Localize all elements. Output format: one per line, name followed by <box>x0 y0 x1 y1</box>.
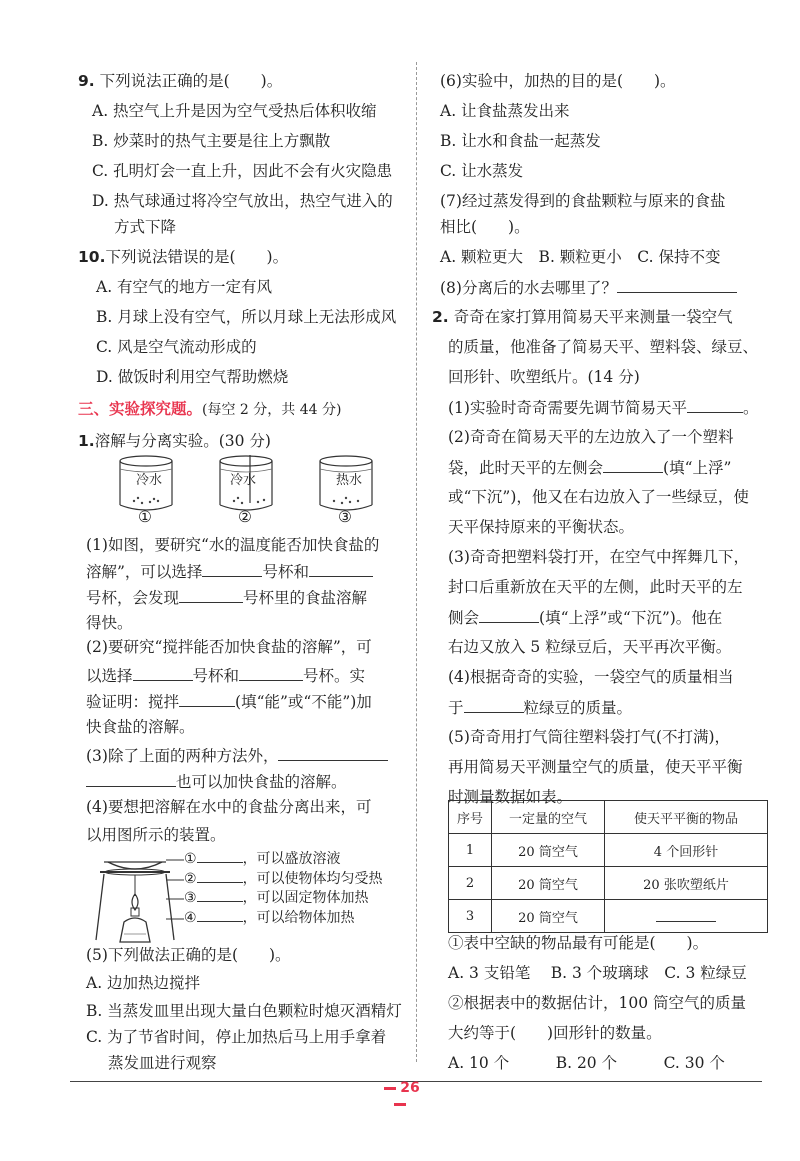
table-header-row <box>449 801 768 834</box>
q9-option-a: A. 热空气上升是因为空气受热后体积收缩 <box>92 102 377 120</box>
q10-option-b: B. 月球上没有空气，所以月球上无法形成风 <box>96 308 397 326</box>
answer-blank[interactable] <box>197 907 243 922</box>
answer-blank[interactable] <box>687 396 743 413</box>
exp1-p2-line4: 快食盐的溶解。 <box>86 718 195 736</box>
table-cell: 20 筒空气 <box>492 867 605 900</box>
exp2-p3-line4: 右边又放入 5 粒绿豆后，天平再次平衡。 <box>448 638 732 656</box>
page-number <box>372 1080 428 1112</box>
q10-option-a: A. 有空气的地方一定有风 <box>96 278 273 296</box>
apparatus-label-3: ③ ，可以固定物体加热 <box>184 887 369 908</box>
exp1-p3-line1: (3)除了上面的两种方法外， <box>86 744 388 767</box>
answer-blank[interactable] <box>133 664 193 681</box>
apparatus-label-4: ④ ，可以给物体加热 <box>184 907 355 928</box>
q10-option-d: D. 做饭时利用空气帮助燃烧 <box>96 368 289 386</box>
exp2-sub2-line1: ②根据表中的数据估计，100 筒空气的质量 <box>448 994 747 1012</box>
exp2-sub2-line2: 大约等于( )回形针的数量。 <box>448 1024 662 1042</box>
q9-option-b: B. 炒菜时的热气主要是往上方飘散 <box>92 132 331 150</box>
table-header: 使天平平衡的物品 <box>605 801 768 834</box>
beaker-1-mark: ① <box>138 508 152 526</box>
exp2-sub2-options: A. 10 个 B. 20 个 C. 30 个 <box>448 1054 725 1072</box>
alcohol-lamp <box>120 918 150 942</box>
exp1-p4-line2: 以用图所示的装置。 <box>86 826 226 844</box>
q10-option-c: C. 风是空气流动形成的 <box>96 338 257 356</box>
beaker-2-mark: ② <box>238 508 252 526</box>
q10-stem: 10.下列说法错误的是( )。 <box>78 248 289 266</box>
q9-option-d-cont: 方式下降 <box>114 218 177 236</box>
table-cell: 4 个回形针 <box>605 834 768 867</box>
exp2-line3: 回形针、吹塑纸片。(14 分) <box>448 368 640 386</box>
beaker-3-label: 热水 <box>336 473 363 488</box>
exp1-p2-line1: (2)要研究“搅拌能否加快食盐的溶解”，可 <box>86 638 372 656</box>
exp1-p7-line2: 相比( )。 <box>440 218 530 236</box>
exp2-sub1-stem: ①表中空缺的物品最有可能是( )。 <box>448 934 709 952</box>
exp1-p7-options: A. 颗粒更大 B. 颗粒更小 C. 保持不变 <box>440 248 721 266</box>
exp2-p5-line3: 时测量数据如表。 <box>448 788 573 806</box>
table-cell: 1 <box>449 834 492 867</box>
table-cell: 3 <box>449 900 492 933</box>
page-number-text: 26 <box>400 1080 420 1096</box>
answer-blank[interactable] <box>86 770 176 787</box>
exp2-line1: 2. 奇奇在家打算用简易天平来测量一袋空气 <box>432 308 733 326</box>
exp1-p1-line4: 得快。 <box>86 614 133 632</box>
section3-heading: 三、实验探究题。(每空 2 分，共 44 分) <box>78 400 342 418</box>
answer-blank[interactable] <box>239 664 303 681</box>
exp1-p1-line1: (1)如图，要研究“水的温度能否加快食盐的 <box>86 536 380 554</box>
exp1-title: 1.溶解与分离实验。(30 分) <box>78 432 271 450</box>
exp1-p6-option-a: A. 让食盐蒸发出来 <box>440 102 570 120</box>
tripod-leg <box>96 874 104 940</box>
q9-option-c: C. 孔明灯会一直上升，因此不会有火灾隐患 <box>92 162 393 180</box>
table-cell: 20 筒空气 <box>492 900 605 933</box>
answer-blank[interactable] <box>179 586 243 603</box>
table-row <box>449 900 768 933</box>
exp2-p4-line1: (4)根据奇奇的实验，一袋空气的质量相当 <box>448 668 734 686</box>
dash-decor <box>384 1087 396 1090</box>
exp1-p5-option-c: C. 为了节省时间，停止加热后马上用手拿着 <box>86 1028 387 1046</box>
table-cell <box>605 900 768 933</box>
exp2-p2-line3: 或“下沉”)，他又在右边放入了一些绿豆，使 <box>448 488 749 506</box>
exp1-p6-stem: (6)实验中，加热的目的是( )。 <box>440 72 676 90</box>
exp1-p5-stem: (5)下列做法正确的是( )。 <box>86 946 291 964</box>
exp1-p2-line3: 验证明：搅拌 (填“能”或“不能”)加 <box>86 690 372 713</box>
table-cell: 20 张吹塑纸片 <box>605 867 768 900</box>
q9-option-d: D. 热气球通过将冷空气放出，热空气进入的 <box>92 192 393 210</box>
exp2-p1: (1)实验时奇奇需要先调节简易天平 。 <box>448 396 758 419</box>
table-row <box>449 834 768 867</box>
answer-blank[interactable] <box>603 456 663 473</box>
exp1-p4-line1: (4)要想把溶解在水中的食盐分离出来，可 <box>86 798 372 816</box>
balance-data-table <box>448 800 768 933</box>
exp1-p6-option-c: C. 让水蒸发 <box>440 162 524 180</box>
answer-blank[interactable] <box>309 560 373 577</box>
answer-blank[interactable] <box>197 887 243 902</box>
exp2-p5-line1: (5)奇奇用打气筒往塑料袋打气(不打满)， <box>448 728 731 746</box>
exp2-p3-line2: 封口后重新放在天平的左侧，此时天平的左 <box>448 578 743 596</box>
exp2-p2-line4: 天平保持原来的平衡状态。 <box>448 518 635 536</box>
exp2-p5-line2: 再用简易天平测量空气的质量，使天平平衡 <box>448 758 743 776</box>
answer-blank[interactable] <box>479 606 539 623</box>
exp1-p2-line2: 以选择 号杯和 号杯。实 <box>86 664 365 687</box>
exp1-p6-option-b: B. 让水和食盐一起蒸发 <box>440 132 601 150</box>
exp1-p8: (8)分离后的水去哪里了？ <box>440 276 737 299</box>
exp1-p1-line2: 溶解”，可以选择 号杯和 <box>86 560 373 583</box>
answer-blank[interactable] <box>617 276 737 293</box>
exp2-p4-line2: 于 粒绿豆的质量。 <box>448 696 632 719</box>
beaker-3-mark: ③ <box>338 508 352 526</box>
table-cell: 20 筒空气 <box>492 834 605 867</box>
table-cell: 2 <box>449 867 492 900</box>
apparatus-label-2: ② ，可以使物体均匀受热 <box>184 868 383 889</box>
answer-blank[interactable] <box>179 690 235 707</box>
beaker-2-label: 冷水 <box>230 473 257 488</box>
exp1-p5-option-a: A. 边加热边搅拌 <box>86 974 201 992</box>
answer-blank[interactable] <box>197 848 243 863</box>
evaporating-dish <box>108 862 162 869</box>
exp2-p2-line2: 袋，此时天平的左侧会 (填“上浮” <box>448 456 731 479</box>
apparatus-label-1: ① ，可以盛放溶液 <box>184 848 341 869</box>
dash-decor <box>394 1103 406 1106</box>
answer-blank[interactable] <box>464 696 524 713</box>
answer-blank[interactable] <box>278 744 388 761</box>
table-row <box>449 867 768 900</box>
exp2-p3-line1: (3)奇奇把塑料袋打开，在空气中挥舞几下， <box>448 548 749 566</box>
exp1-p1-line3: 号杯，会发现 号杯里的食盐溶解 <box>86 586 367 609</box>
leader-lines <box>166 852 186 932</box>
q9-stem: 9. 下列说法正确的是( )。 <box>78 72 283 90</box>
answer-blank[interactable] <box>202 560 262 577</box>
exp1-p5-option-b: B. 当蒸发皿里出现大量白色颗粒时熄灭酒精灯 <box>86 1002 402 1020</box>
exp1-p3-line2: 也可以加快食盐的溶解。 <box>86 770 347 793</box>
exp2-line2: 的质量，他准备了简易天平、塑料袋、绿豆、 <box>448 338 759 356</box>
beaker-1-label: 冷水 <box>136 473 163 488</box>
exp2-p3-line3: 侧会 (填“上浮”或“下沉”)。他在 <box>448 606 722 629</box>
exp2-sub1-options: A. 3 支铅笔 B. 3 个玻璃球 C. 3 粒绿豆 <box>448 964 747 982</box>
table-header: 一定量的空气 <box>492 801 605 834</box>
answer-blank[interactable] <box>197 868 243 883</box>
exp1-p5-option-c-cont: 蒸发皿进行观察 <box>108 1054 217 1072</box>
column-divider <box>416 62 417 1062</box>
answer-blank[interactable] <box>656 907 716 922</box>
table-header: 序号 <box>449 801 492 834</box>
exp2-p2-line1: (2)奇奇在简易天平的左边放入了一个塑料 <box>448 428 734 446</box>
exp1-p7-line1: (7)经过蒸发得到的食盐颗粒与原来的食盐 <box>440 192 726 210</box>
